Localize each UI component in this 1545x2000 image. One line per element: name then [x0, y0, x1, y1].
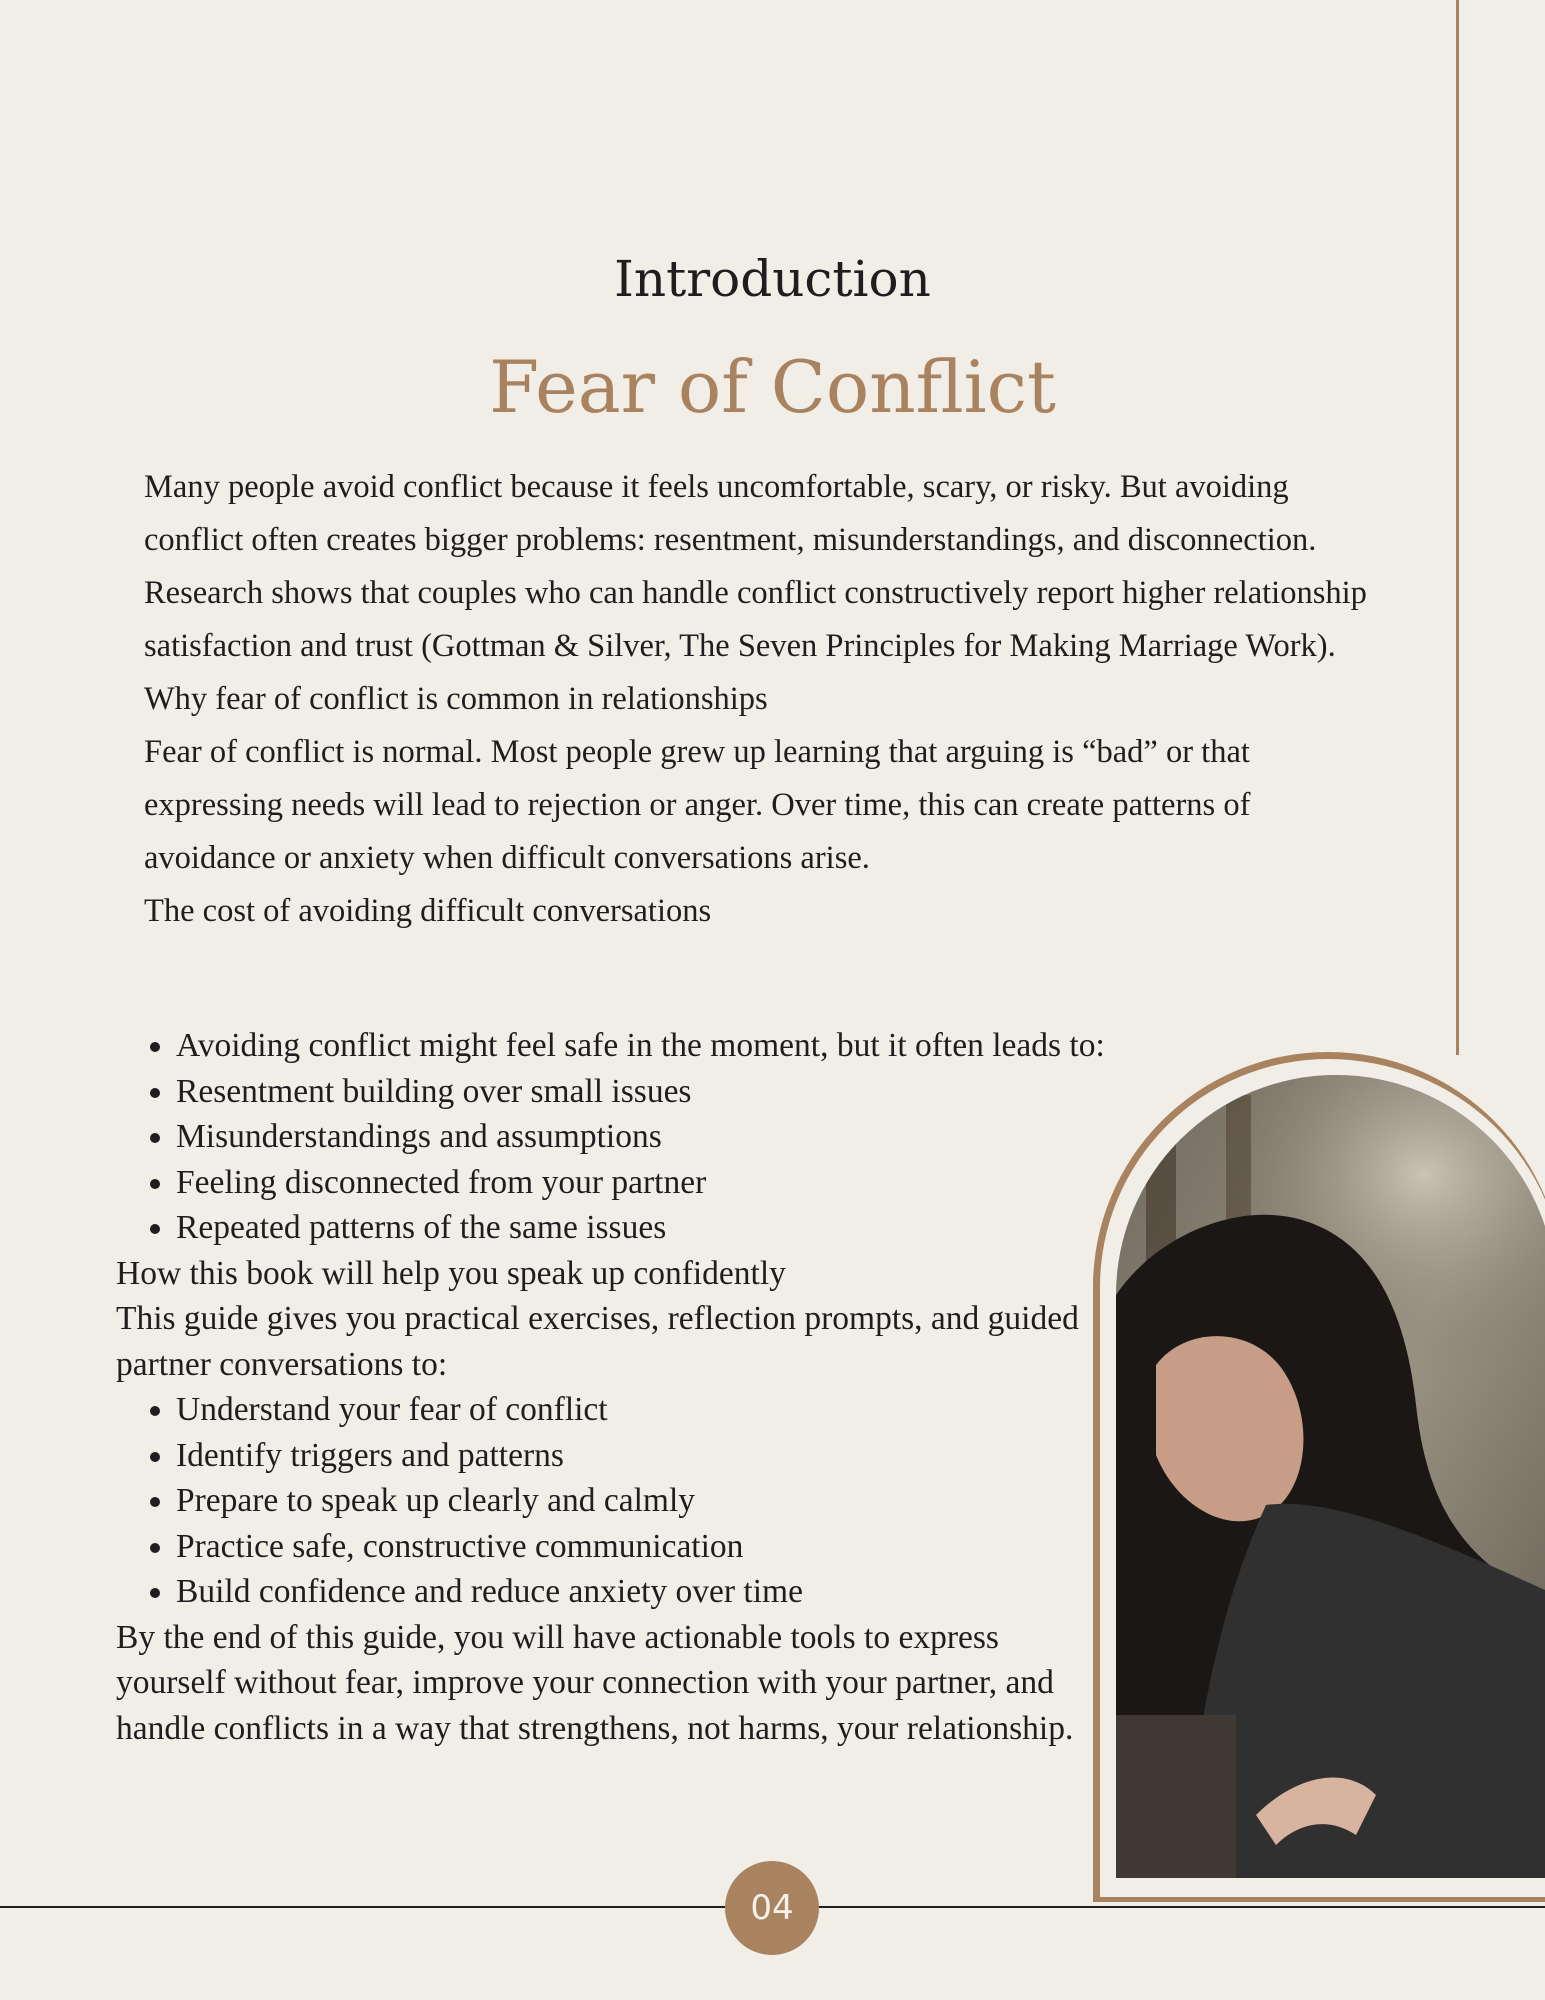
intro-paragraph: Fear of conflict is normal. Most people grew up learning that arguing is “bad” or that expressing needs will lead to rejection or anger. Over time, this can create patterns of avoidance or anxiety when difficult conversations arise.	[144, 734, 1251, 876]
list-item: • Resentment building over small issues	[176, 1069, 1106, 1115]
list-item: • Build confidence and reduce anxiety over time	[176, 1569, 1106, 1615]
list-item: • Prepare to speak up clearly and calmly	[176, 1478, 1106, 1524]
intro-subheading: Why fear of conflict is common in relationships	[144, 681, 768, 717]
list-item: • Feeling disconnected from your partner	[176, 1160, 1106, 1206]
list-item: • Identify triggers and patterns	[176, 1433, 1106, 1479]
list-item: • Practice safe, constructive communication	[176, 1524, 1106, 1570]
page-number-badge: 04	[725, 1861, 819, 1955]
help-heading: How this book will help you speak up confidently	[116, 1254, 786, 1292]
help-list	[116, 1387, 1106, 1615]
list-item: • Repeated patterns of the same issues	[176, 1205, 1106, 1251]
intro-section	[144, 461, 1384, 938]
decorative-vertical-line	[1456, 0, 1459, 1055]
intro-subheading: The cost of avoiding difficult conversations	[144, 893, 712, 929]
list-item: • Understand your fear of conflict	[176, 1387, 1106, 1433]
list-item: • Misunderstandings and assumptions	[176, 1114, 1106, 1160]
list-item: • Avoiding conflict might feel safe in the moment, but it often leads to:	[176, 1023, 1106, 1069]
intro-paragraph: Many people avoid conflict because it feels uncomfortable, scary, or risky. But avoiding conflict often creates bigger problems: resentment, misunderstandings, and disconnection. Research shows that couples who can handle conflict constructively report higher relationship satisfaction and trust (Gottman & Silver, The Seven Principles for Making Marriage Work).	[144, 469, 1367, 664]
cost-list	[116, 1023, 1106, 1251]
help-intro: This guide gives you practical exercises, reflection prompts, and guided partner conversations to:	[116, 1300, 1079, 1383]
section-eyebrow: Introduction	[614, 250, 931, 308]
closing-paragraph: By the end of this guide, you will have actionable tools to express yourself without fear, improve your connection with your partner, and handle conflicts in a way that strengthens, not harms, your relationship.	[116, 1618, 1074, 1747]
woman-photo	[1116, 1075, 1545, 1878]
page-title: Fear of Conflict	[489, 345, 1056, 429]
main-content	[116, 1023, 1106, 1751]
